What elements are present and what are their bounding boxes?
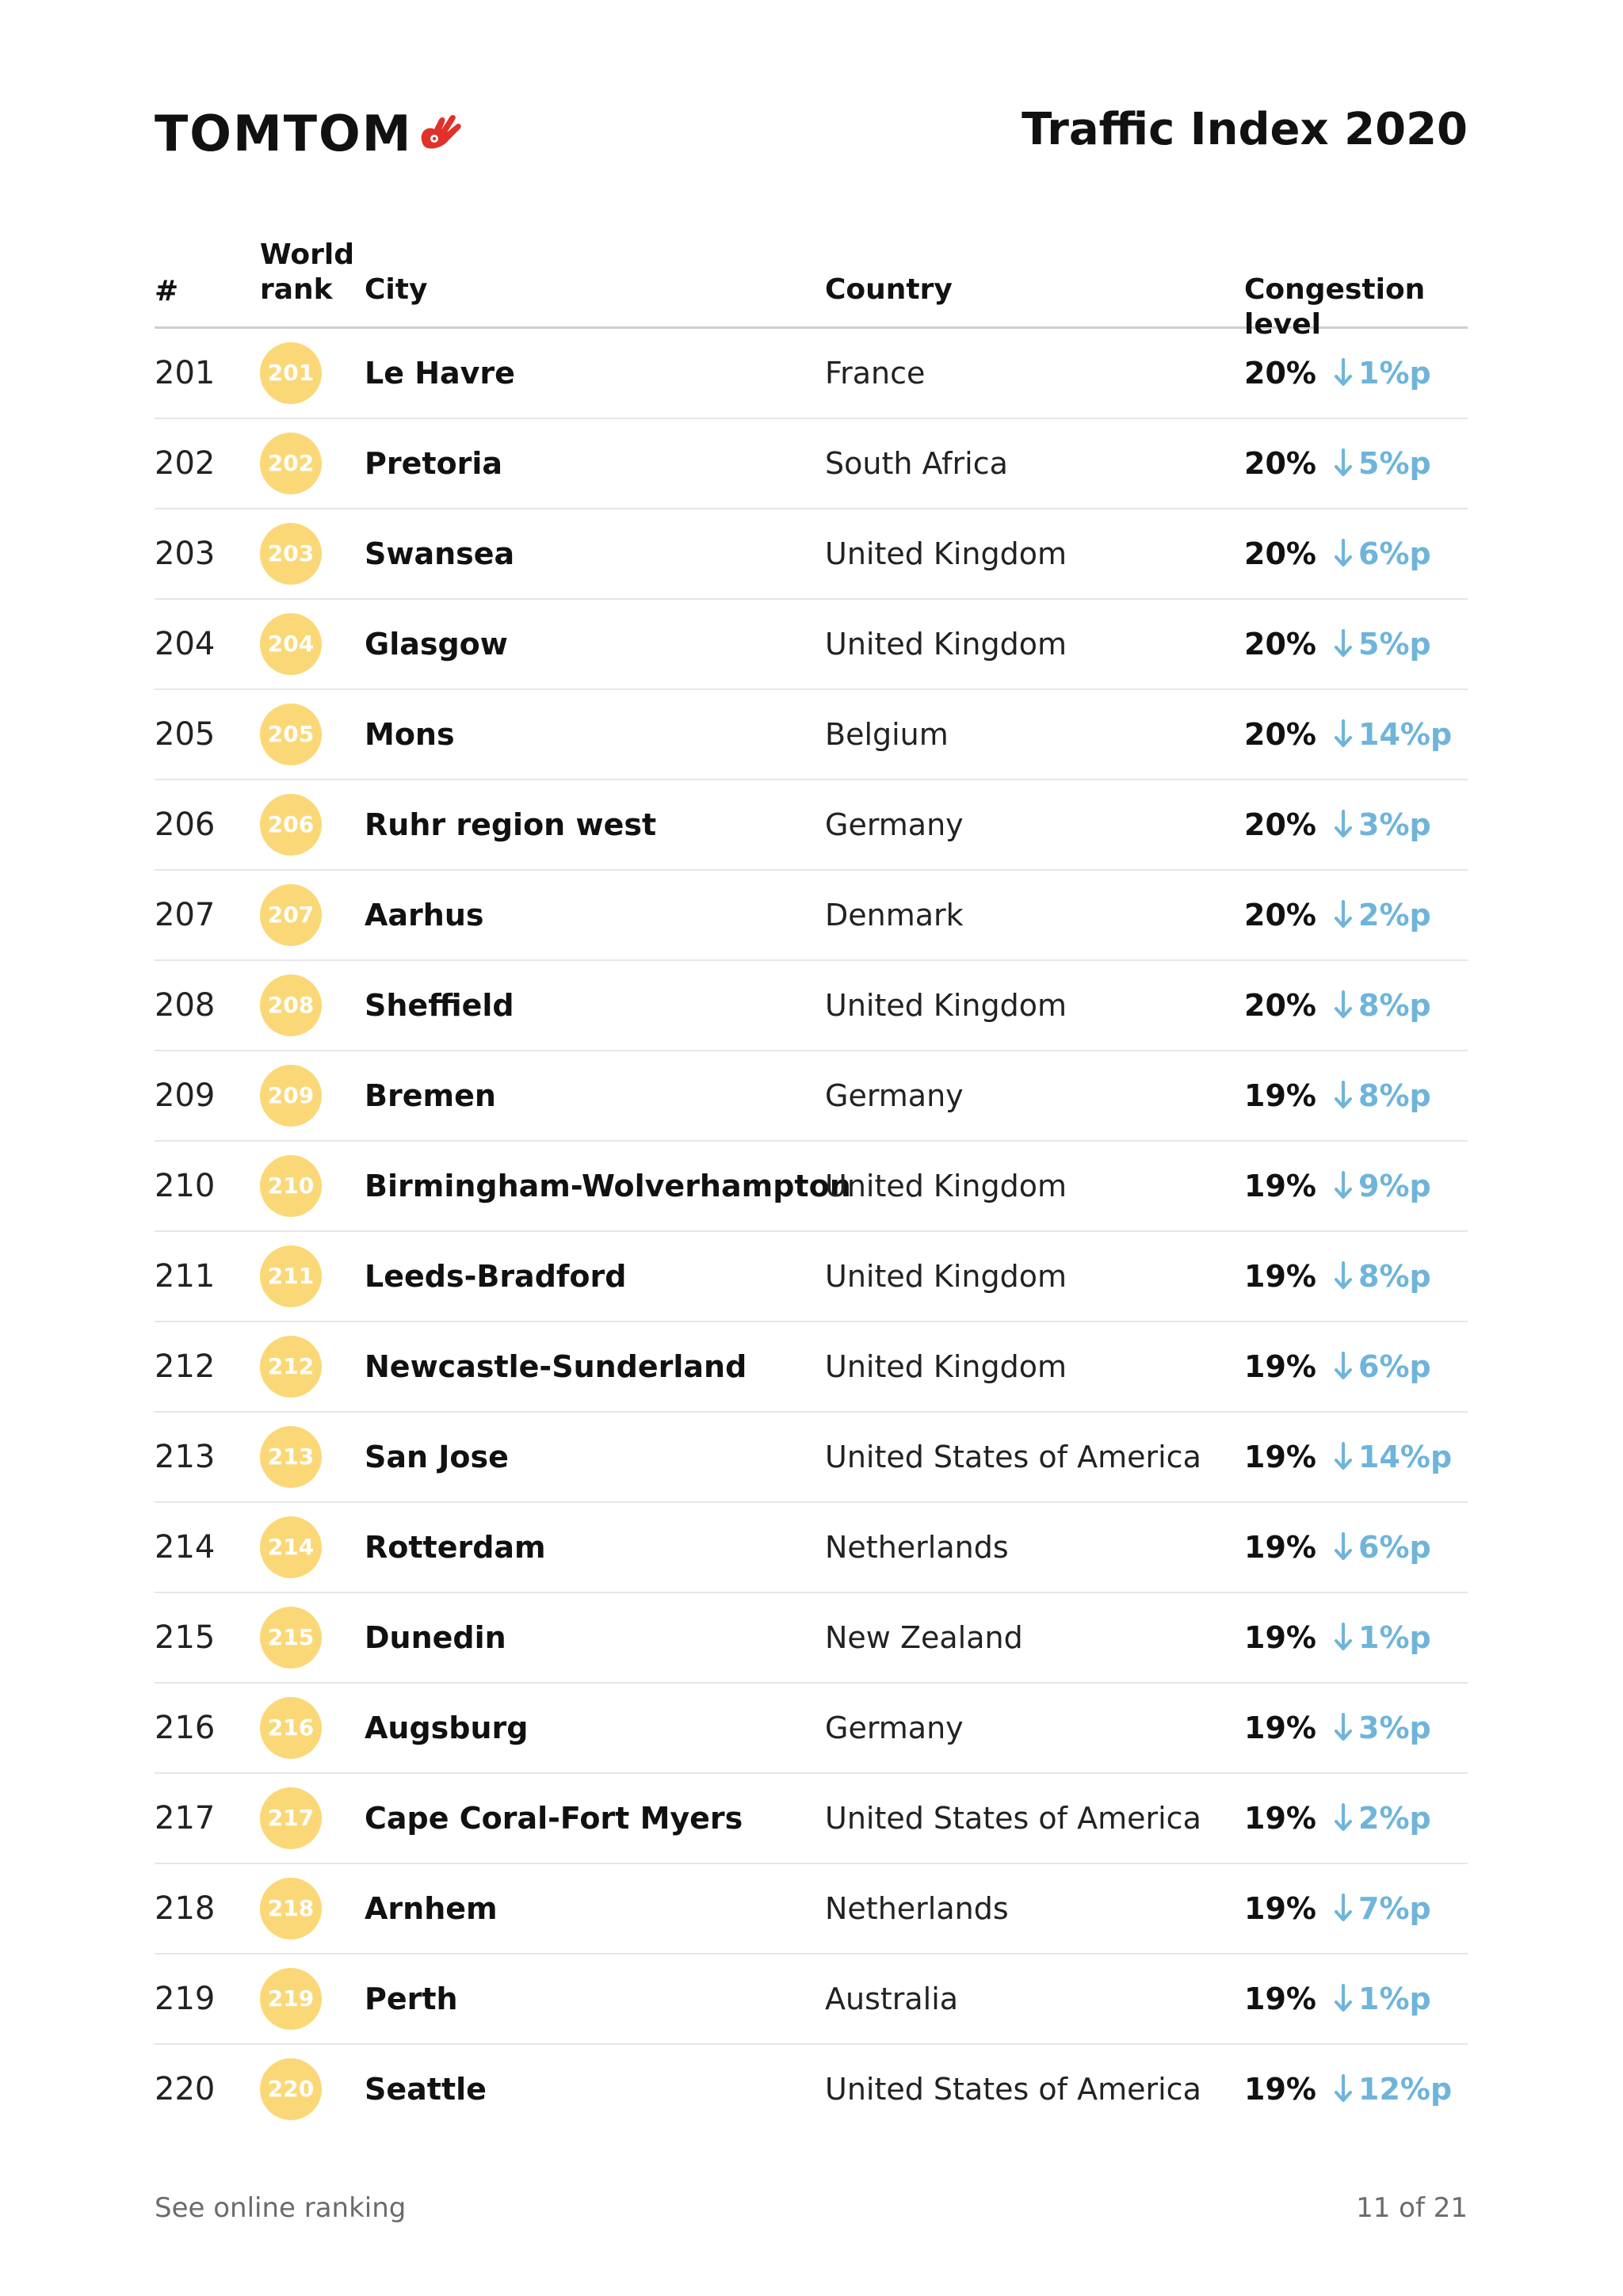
city-name: Le Havre xyxy=(365,356,515,391)
city-name: Dunedin xyxy=(365,1620,506,1655)
row-number: 212 xyxy=(155,1348,216,1385)
country-name: United States of America xyxy=(825,1801,1201,1836)
country-name: United Kingdom xyxy=(825,1259,1067,1294)
city-name: Perth xyxy=(365,1981,458,2016)
world-rank-badge: 201 xyxy=(260,342,322,404)
congestion-change xyxy=(1333,1142,1431,1230)
arrow-down-icon xyxy=(1333,2073,1354,2104)
world-rank-badge: 214 xyxy=(260,1516,322,1578)
congestion-change-value: 3%p xyxy=(1358,807,1431,842)
world-rank-badge: 210 xyxy=(260,1155,322,1217)
congestion-level: 19% xyxy=(1244,1259,1316,1294)
city-name: Leeds-Bradford xyxy=(365,1259,627,1294)
row-number: 215 xyxy=(155,1619,216,1656)
congestion-level: 20% xyxy=(1244,717,1316,752)
congestion-change xyxy=(1333,871,1431,959)
table-row xyxy=(155,509,1468,600)
table-row xyxy=(155,329,1468,419)
page-header xyxy=(155,101,1468,173)
congestion-change xyxy=(1333,1684,1431,1772)
row-number: 210 xyxy=(155,1168,216,1204)
row-number: 219 xyxy=(155,1981,216,2017)
congestion-change xyxy=(1333,1503,1431,1592)
table-row xyxy=(155,419,1468,509)
congestion-level: 19% xyxy=(1244,1530,1316,1565)
city-name: Ruhr region west xyxy=(365,807,657,842)
congestion-level: 20% xyxy=(1244,536,1316,571)
arrow-down-icon xyxy=(1333,898,1354,930)
city-name: Aarhus xyxy=(365,898,484,933)
arrow-down-icon xyxy=(1333,1711,1354,1743)
congestion-change-value: 8%p xyxy=(1358,1078,1431,1113)
country-name: United Kingdom xyxy=(825,536,1067,571)
city-name: Swansea xyxy=(365,536,515,571)
country-name: Netherlands xyxy=(825,1891,1009,1926)
congestion-change xyxy=(1333,600,1431,688)
congestion-change xyxy=(1333,780,1431,869)
congestion-level: 19% xyxy=(1244,1440,1316,1474)
city-name: Seattle xyxy=(365,2072,487,2107)
tomtom-hand-logo-icon xyxy=(415,110,466,158)
country-name: Netherlands xyxy=(825,1530,1009,1565)
column-header-number: # xyxy=(155,275,179,307)
congestion-change-value: 2%p xyxy=(1358,898,1431,933)
congestion-change-value: 7%p xyxy=(1358,1891,1431,1926)
arrow-down-icon xyxy=(1333,1079,1354,1111)
world-rank-badge: 207 xyxy=(260,884,322,946)
arrow-down-icon xyxy=(1333,447,1354,479)
table-row xyxy=(155,1593,1468,1684)
world-rank-badge: 211 xyxy=(260,1245,322,1307)
world-rank-badge: 204 xyxy=(260,613,322,675)
congestion-change xyxy=(1333,1864,1431,1953)
country-name: Denmark xyxy=(825,898,964,933)
arrow-down-icon xyxy=(1333,1169,1354,1201)
world-rank-badge: 213 xyxy=(260,1426,322,1488)
table-row xyxy=(155,2045,1468,2134)
world-rank-badge: 218 xyxy=(260,1878,322,1939)
column-header-world-rank-line2: rank xyxy=(260,273,333,306)
congestion-level: 20% xyxy=(1244,356,1316,391)
city-name: Birmingham-Wolverhampton xyxy=(365,1169,851,1203)
row-number: 204 xyxy=(155,626,216,662)
row-number: 202 xyxy=(155,445,216,482)
world-rank-badge: 216 xyxy=(260,1697,322,1759)
row-number: 216 xyxy=(155,1710,216,1746)
congestion-change-value: 1%p xyxy=(1358,356,1431,391)
row-number: 220 xyxy=(155,2071,216,2107)
congestion-level: 19% xyxy=(1244,1981,1316,2016)
column-header-world-rank xyxy=(260,238,354,307)
country-name: Belgium xyxy=(825,717,949,752)
world-rank-badge: 212 xyxy=(260,1336,322,1398)
country-name: New Zealand xyxy=(825,1620,1023,1655)
congestion-level: 19% xyxy=(1244,1078,1316,1113)
arrow-down-icon xyxy=(1333,718,1354,749)
congestion-level: 19% xyxy=(1244,1620,1316,1655)
city-name: Cape Coral-Fort Myers xyxy=(365,1801,743,1836)
world-rank-badge: 219 xyxy=(260,1968,322,2030)
column-header-world-rank-line1: World xyxy=(260,238,355,271)
city-name: Mons xyxy=(365,717,455,752)
arrow-down-icon xyxy=(1333,1621,1354,1653)
table-row xyxy=(155,871,1468,961)
world-rank-badge: 220 xyxy=(260,2058,322,2120)
arrow-down-icon xyxy=(1333,1440,1354,1472)
row-number: 205 xyxy=(155,716,216,753)
country-name: France xyxy=(825,356,926,391)
congestion-change xyxy=(1333,1322,1431,1411)
column-header-city: City xyxy=(365,273,428,306)
table-row xyxy=(155,1503,1468,1593)
arrow-down-icon xyxy=(1333,357,1354,388)
congestion-level: 20% xyxy=(1244,988,1316,1023)
congestion-change-value: 14%p xyxy=(1358,717,1453,752)
country-name: United Kingdom xyxy=(825,1169,1067,1203)
congestion-change xyxy=(1333,1955,1431,2043)
table-header xyxy=(155,235,1468,341)
congestion-change-value: 9%p xyxy=(1358,1169,1431,1203)
world-rank-badge: 209 xyxy=(260,1065,322,1127)
congestion-change xyxy=(1333,1051,1431,1140)
report-title: Traffic Index 2020 xyxy=(1022,104,1468,155)
row-number: 217 xyxy=(155,1800,216,1836)
table-row xyxy=(155,1051,1468,1142)
arrow-down-icon xyxy=(1333,1260,1354,1291)
table-row xyxy=(155,1864,1468,1955)
congestion-level: 19% xyxy=(1244,1349,1316,1384)
congestion-change xyxy=(1333,1413,1452,1501)
arrow-down-icon xyxy=(1333,808,1354,840)
arrow-down-icon xyxy=(1333,627,1354,659)
city-name: Arnhem xyxy=(365,1891,498,1926)
row-number: 203 xyxy=(155,536,216,572)
row-number: 208 xyxy=(155,987,216,1024)
table-row xyxy=(155,600,1468,690)
congestion-change xyxy=(1333,419,1431,508)
congestion-level: 20% xyxy=(1244,446,1316,481)
table-row xyxy=(155,1142,1468,1232)
row-number: 207 xyxy=(155,897,216,933)
congestion-change-value: 14%p xyxy=(1358,1440,1453,1474)
city-name: Pretoria xyxy=(365,446,503,481)
city-name: Bremen xyxy=(365,1078,496,1113)
city-name: Sheffield xyxy=(365,988,514,1023)
table-row xyxy=(155,1774,1468,1864)
row-number: 206 xyxy=(155,807,216,843)
congestion-change xyxy=(1333,1593,1431,1682)
congestion-level: 19% xyxy=(1244,1711,1316,1745)
city-name: San Jose xyxy=(365,1440,509,1474)
congestion-change-value: 1%p xyxy=(1358,1620,1431,1655)
country-name: South Africa xyxy=(825,446,1008,481)
table-row xyxy=(155,690,1468,780)
country-name: United States of America xyxy=(825,1440,1201,1474)
congestion-change-value: 5%p xyxy=(1358,627,1431,662)
congestion-level: 20% xyxy=(1244,898,1316,933)
ranking-table-body xyxy=(155,329,1468,2134)
table-row xyxy=(155,1413,1468,1503)
table-row xyxy=(155,1684,1468,1774)
city-name: Rotterdam xyxy=(365,1530,546,1565)
table-row xyxy=(155,780,1468,871)
arrow-down-icon xyxy=(1333,1531,1354,1562)
city-name: Newcastle-Sunderland xyxy=(365,1349,747,1384)
table-row xyxy=(155,961,1468,1051)
table-row xyxy=(155,1955,1468,2045)
page-number: 11 of 21 xyxy=(1356,2192,1468,2224)
see-online-ranking-link[interactable]: See online ranking xyxy=(155,2192,407,2224)
country-name: United States of America xyxy=(825,2072,1201,2107)
congestion-change-value: 6%p xyxy=(1358,1530,1431,1565)
world-rank-badge: 202 xyxy=(260,433,322,494)
congestion-level: 19% xyxy=(1244,1891,1316,1926)
world-rank-badge: 206 xyxy=(260,794,322,856)
congestion-level: 20% xyxy=(1244,807,1316,842)
congestion-change-value: 12%p xyxy=(1358,2072,1453,2107)
tomtom-logo xyxy=(155,105,466,162)
world-rank-badge: 203 xyxy=(260,523,322,585)
congestion-change-value: 1%p xyxy=(1358,1981,1431,2016)
congestion-change xyxy=(1333,1232,1431,1321)
congestion-level: 20% xyxy=(1244,627,1316,662)
congestion-change xyxy=(1333,509,1431,598)
row-number: 209 xyxy=(155,1077,216,1114)
congestion-change-value: 8%p xyxy=(1358,1259,1431,1294)
country-name: Germany xyxy=(825,1711,964,1745)
congestion-level: 19% xyxy=(1244,2072,1316,2107)
country-name: United Kingdom xyxy=(825,1349,1067,1384)
row-number: 201 xyxy=(155,355,216,391)
congestion-change-value: 6%p xyxy=(1358,1349,1431,1384)
logo-wordmark: TOMTOM xyxy=(155,105,413,162)
city-name: Augsburg xyxy=(365,1711,529,1745)
arrow-down-icon xyxy=(1333,1350,1354,1382)
table-row xyxy=(155,1232,1468,1322)
congestion-change-value: 3%p xyxy=(1358,1711,1431,1745)
country-name: Germany xyxy=(825,1078,964,1113)
congestion-level: 19% xyxy=(1244,1169,1316,1203)
table-row xyxy=(155,1322,1468,1413)
congestion-change xyxy=(1333,961,1431,1050)
arrow-down-icon xyxy=(1333,1982,1354,2014)
congestion-change-value: 5%p xyxy=(1358,446,1431,481)
row-number: 214 xyxy=(155,1529,216,1566)
arrow-down-icon xyxy=(1333,1802,1354,1833)
congestion-change-value: 6%p xyxy=(1358,536,1431,571)
column-header-congestion-level: Congestion level xyxy=(1244,273,1426,341)
city-name: Glasgow xyxy=(365,627,508,662)
row-number: 211 xyxy=(155,1258,216,1295)
arrow-down-icon xyxy=(1333,1892,1354,1924)
country-name: Germany xyxy=(825,807,964,842)
arrow-down-icon xyxy=(1333,537,1354,569)
row-number: 213 xyxy=(155,1439,216,1475)
country-name: United Kingdom xyxy=(825,988,1067,1023)
congestion-change-value: 2%p xyxy=(1358,1801,1431,1836)
world-rank-badge: 217 xyxy=(260,1787,322,1849)
country-name: United Kingdom xyxy=(825,627,1067,662)
world-rank-badge: 208 xyxy=(260,974,322,1036)
congestion-change xyxy=(1333,690,1452,779)
column-header-country: Country xyxy=(825,273,953,306)
arrow-down-icon xyxy=(1333,989,1354,1020)
congestion-change xyxy=(1333,2045,1452,2134)
congestion-level: 19% xyxy=(1244,1801,1316,1836)
congestion-change-value: 8%p xyxy=(1358,988,1431,1023)
country-name: Australia xyxy=(825,1981,959,2016)
congestion-change xyxy=(1333,1774,1431,1863)
world-rank-badge: 205 xyxy=(260,704,322,765)
congestion-change xyxy=(1333,329,1431,418)
row-number: 218 xyxy=(155,1890,216,1927)
world-rank-badge: 215 xyxy=(260,1607,322,1669)
